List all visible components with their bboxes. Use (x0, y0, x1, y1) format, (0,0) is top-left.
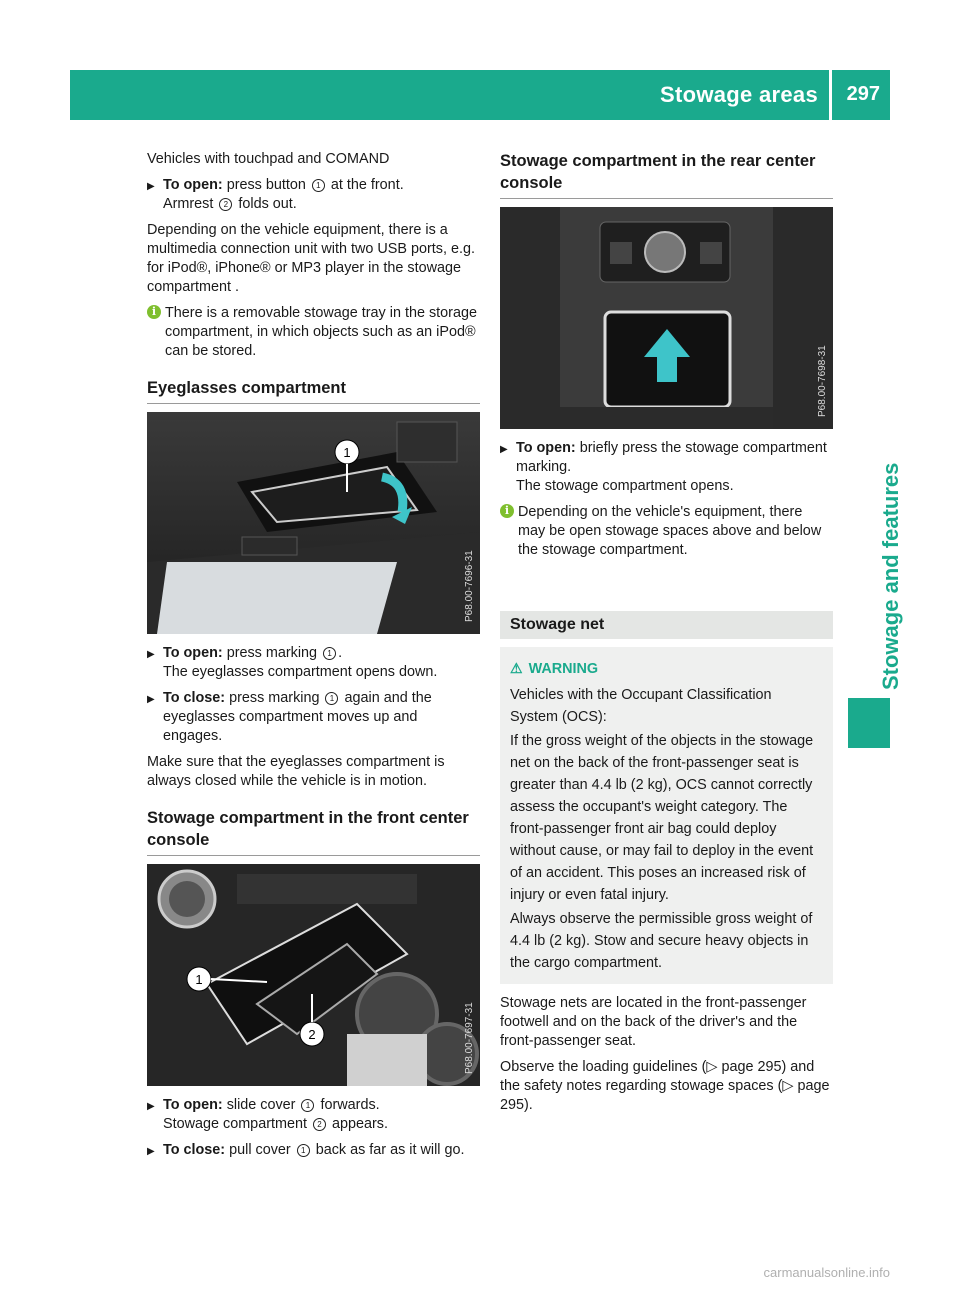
warning-label: WARNING (528, 661, 599, 677)
step-text: press marking (226, 645, 318, 661)
intro-text: Vehicles with touchpad and COMAND (147, 151, 390, 167)
step-text: The eyeglasses compartment opens down. (163, 664, 438, 680)
header-divider (829, 70, 832, 120)
step-arrow-icon: ▶ (147, 694, 155, 705)
eyeglasses-open-step (147, 644, 480, 682)
info-icon: i (147, 305, 161, 319)
paragraph: Stowage nets are located in the front-passenger footwell and on the back of the driver's and the front-passenger seat. (500, 995, 807, 1049)
warning-text: If the gross weight of the objects in the stowage net on the back of the front-passenger seat is greater than 4.4 lb (2 kg), OCS cannot correctly assess the occupant's weight category. The front-passenger front air bag could deploy without cause, or may fail to deploy in the event of an accident. This poses an increased risk of injury or even fatal injury. (510, 733, 814, 903)
step-label: To close: (163, 1142, 226, 1158)
warning-title (510, 657, 823, 680)
heading-rear-console: Stowage compartment in the rear center console (500, 150, 833, 199)
photo-marker-2: 2 (308, 1027, 316, 1042)
section-title: Stowage areas (660, 82, 818, 107)
step-text: . (338, 645, 343, 661)
step-label: To open: (163, 177, 223, 193)
front-console-photo (147, 864, 480, 1086)
open-step (147, 176, 480, 214)
header-bar (70, 70, 890, 120)
step-label: To open: (163, 1097, 223, 1113)
heading-front-console: Stowage compartment in the front center console (147, 807, 480, 856)
paragraph: Observe the loading guidelines (▷ page 295) and the safety notes regarding stowage spaces (▷ page 295). (500, 1059, 830, 1113)
photo-code: P68.00-7698-31 (817, 345, 828, 417)
step-arrow-icon: ▶ (147, 649, 155, 660)
eyeglasses-close-step (147, 689, 480, 746)
step-arrow-icon: ▶ (147, 181, 155, 192)
step-text: again and the eyeglasses compartment moves up and engages. (163, 690, 432, 744)
warning-text: Vehicles with the Occupant Classification System (OCS): (510, 687, 772, 725)
step-text: briefly press the stowage compartment marking. (516, 440, 827, 475)
info-text: There is a removable stowage tray in the storage compartment, in which objects such as an iPod® can be stored. (165, 305, 477, 359)
right-column (500, 150, 833, 1122)
warning-triangle-icon: ⚠ (510, 660, 523, 676)
paragraph: Make sure that the eyeglasses compartment is always closed while the vehicle is in motion. (147, 754, 445, 789)
left-column (147, 150, 480, 1167)
step-text: back as far as it will go. (315, 1142, 465, 1158)
heading-eyeglasses: Eyeglasses compartment (147, 377, 480, 404)
step-text: at the front. (330, 177, 404, 193)
marker-1: 1 (325, 692, 338, 705)
eyeglasses-photo (147, 412, 480, 634)
step-text: Stowage compartment (163, 1116, 307, 1132)
page-number: 297 (846, 83, 880, 105)
photo-marker-1: 1 (343, 445, 351, 460)
info-text: Depending on the vehicle's equipment, there may be open stowage spaces above and below the stowage compartment. (518, 504, 822, 558)
step-text: appears. (331, 1116, 388, 1132)
step-text: press marking (229, 690, 320, 706)
front-open-step (147, 1096, 480, 1134)
step-label: To open: (163, 645, 223, 661)
step-arrow-icon: ▶ (500, 444, 508, 455)
paragraph: Depending on the vehicle equipment, there is a multimedia connection unit with two USB ports, e.g. for iPod®, iPhone® or MP3 player in the stowage compartment . (147, 222, 475, 295)
rear-open-step (500, 439, 833, 496)
info-icon: i (500, 504, 514, 518)
warning-text: Always observe the permissible gross weight of 4.4 lb (2 kg). Stow and secure heavy objects in the cargo compartment. (510, 911, 813, 971)
info-note (147, 304, 480, 361)
front-close-step (147, 1141, 480, 1160)
watermark: carmanualsonline.info (763, 1265, 890, 1280)
stowage-net-heading: Stowage net (500, 611, 833, 639)
info-note (500, 503, 833, 560)
photo-code: P68.00-7696-31 (464, 550, 475, 622)
step-text: folds out. (238, 196, 297, 212)
step-text: The stowage compartment opens. (516, 478, 734, 494)
chapter-label: Stowage and features (878, 462, 903, 690)
step-label: To open: (516, 440, 576, 456)
step-text: pull cover (229, 1142, 291, 1158)
marker-1: 1 (323, 647, 336, 660)
step-arrow-icon: ▶ (147, 1101, 155, 1112)
chapter-marker (848, 698, 890, 748)
step-text: forwards. (320, 1097, 380, 1113)
photo-marker-1: 1 (195, 972, 203, 987)
chapter-tab (848, 450, 903, 690)
marker-1: 1 (301, 1099, 314, 1112)
marker-2: 2 (219, 198, 232, 211)
warning-box (500, 647, 833, 984)
step-text: press button (226, 177, 306, 193)
step-arrow-icon: ▶ (147, 1146, 155, 1157)
photo-code: P68.00-7697-31 (464, 1002, 475, 1074)
marker-2: 2 (313, 1118, 326, 1131)
step-label: To close: (163, 690, 226, 706)
step-text: slide cover (226, 1097, 296, 1113)
rear-console-photo (500, 207, 833, 429)
step-text: Armrest (163, 196, 214, 212)
marker-1: 1 (312, 179, 325, 192)
marker-1: 1 (297, 1144, 310, 1157)
